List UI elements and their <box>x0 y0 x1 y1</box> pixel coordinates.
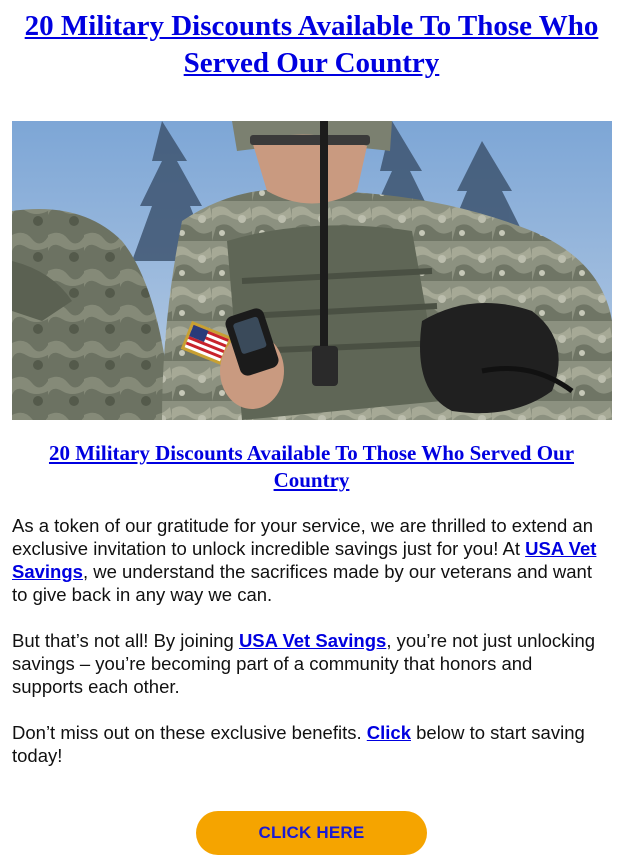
paragraph-gratitude <box>12 514 607 606</box>
paragraph-community <box>12 629 607 698</box>
usa-vet-savings-link[interactable]: USA Vet Savings <box>12 538 597 582</box>
headline-link[interactable]: 20 Military Discounts Available To Those Who Served Our Country <box>24 10 599 79</box>
subheadline-link[interactable]: 20 Military Discounts Available To Those Who Served Our Country <box>48 441 575 492</box>
paragraph-cta <box>12 721 607 767</box>
click-here-button[interactable]: CLICK HERE <box>196 811 427 855</box>
usa-vet-savings-link-2[interactable]: USA Vet Savings <box>238 630 387 651</box>
section-subheadline <box>12 440 611 494</box>
paragraph-text: But that’s not all! By joining <box>12 630 239 651</box>
page-headline <box>12 8 611 82</box>
paragraph-text: , we understand the sacrifices made by our veterans and want to give back in any way we can. <box>12 561 592 605</box>
paragraph-text: Don’t miss out on these exclusive benefits. <box>12 722 367 743</box>
paragraph-text: , you’re not just unlocking savings – you’re becoming part of a community that honors and supports each other. <box>12 630 596 697</box>
paragraph-text: As a token of our gratitude for your service, we are thrilled to extend an exclusive invitation to unlock incredible savings just for you! At <box>12 515 594 559</box>
click-link[interactable]: Click <box>366 722 411 743</box>
paragraph-text: below to start saving today! <box>12 722 585 766</box>
hero-image[interactable] <box>12 121 612 420</box>
